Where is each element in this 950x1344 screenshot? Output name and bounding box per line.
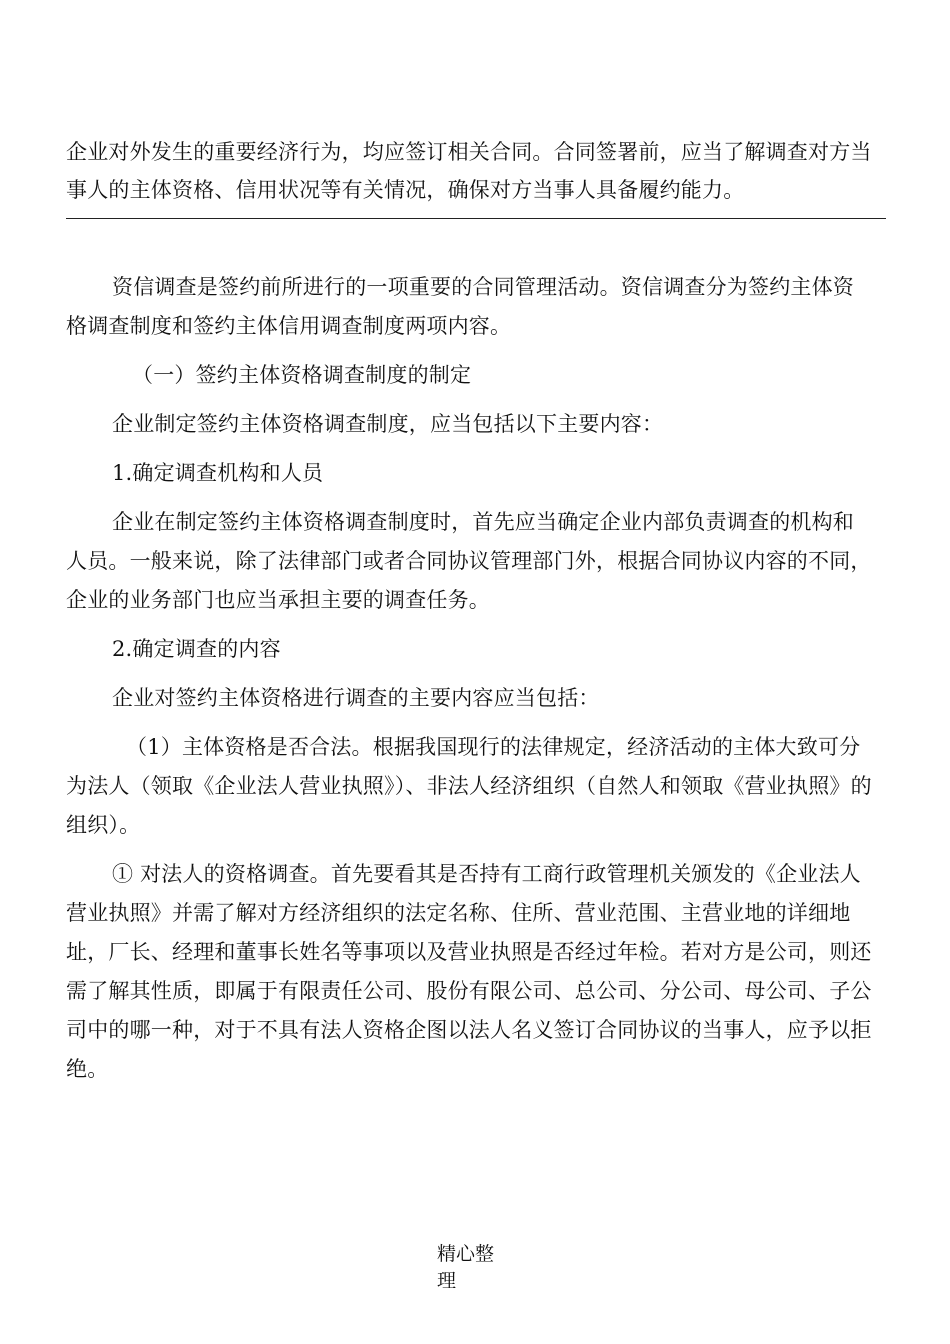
paragraph-legal-person-check: ① 对法人的资格调查。首先要看其是否持有工商行政管理机关颁发的《企业法人营业执照》并需了解对方经济组织的法定名称、住所、营业范围、主营业地的详细地址，厂长、经理和董事长姓名等事项以及营业执照是否经过年检。若对方是公司，则还需了解其性质，即属于有限责任公司、股份有限公司、总公司、分公司、母公司、子公司中的哪一种，对于不具有法人资格企图以法人名义签订合同协议的当事人，应予以拒绝。 bbox=[66, 862, 872, 1081]
intro-paragraph-block bbox=[66, 133, 886, 209]
section-heading-1: （一）签约主体资格调查制度的制定 bbox=[132, 363, 472, 387]
page-footer: 精心整理 bbox=[437, 1243, 495, 1292]
paragraph-item-1: （1）主体资格是否合法。根据我国现行的法律规定，经济活动的主体大致可分为法人（领取《企业法人营业执照》）、非法人经济组织（自然人和领取《营业执照》的组织）。 bbox=[66, 735, 872, 837]
intro-paragraph: 企业对外发生的重要经济行为，均应签订相关合同。合同签署前，应当了解调查对方当事人的主体资格、信用状况等有关情况，确保对方当事人具备履约能力。 bbox=[66, 140, 872, 202]
paragraph-investigation-staff: 企业在制定签约主体资格调查制度时，首先应当确定企业内部负责调查的机构和人员。一般来说，除了法律部门或者合同协议管理部门外，根据合同协议内容的不同，企业的业务部门也应当承担主要的调查任务。 bbox=[66, 510, 872, 612]
subheading-2: 2.确定调查的内容 bbox=[112, 637, 281, 661]
paragraph-investigation-content: 企业对签约主体资格进行调查的主要内容应当包括： bbox=[112, 686, 600, 710]
paragraph-credit-investigation: 资信调查是签约前所进行的一项重要的合同管理活动。资信调查分为签约主体资格调查制度和签约主体信用调查制度两项内容。 bbox=[66, 275, 854, 338]
document-body bbox=[66, 268, 874, 1099]
paragraph-system-contents: 企业制定签约主体资格调查制度，应当包括以下主要内容： bbox=[112, 412, 664, 436]
subheading-1: 1.确定调查机构和人员 bbox=[112, 461, 324, 485]
horizontal-rule bbox=[66, 218, 886, 219]
